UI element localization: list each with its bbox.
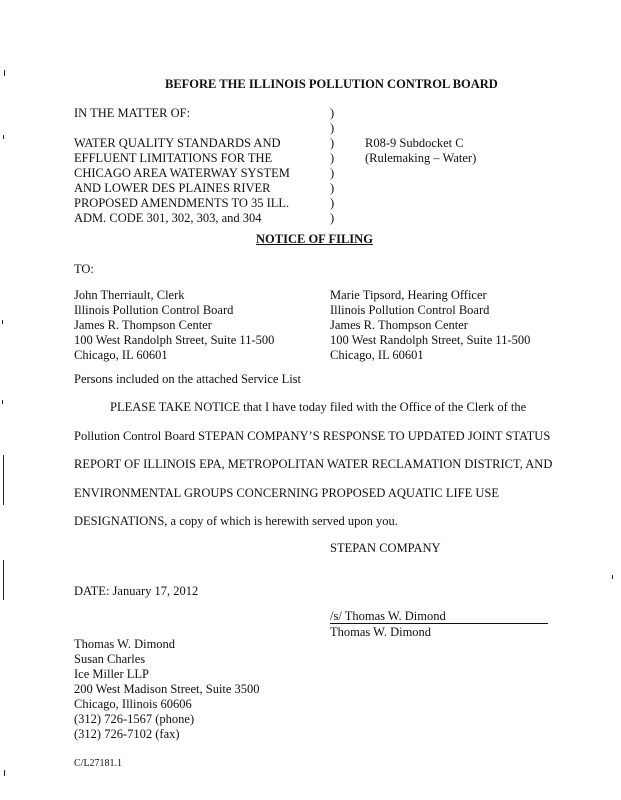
e-signature: /s/ Thomas W. Dimond xyxy=(330,609,446,623)
address-line: James R. Thompson Center xyxy=(74,318,212,332)
caption-line: PROPOSED AMENDMENTS TO 35 ILL. xyxy=(74,196,290,210)
footer-code: C/L27181.1 xyxy=(74,758,123,769)
caption-line: WATER QUALITY STANDARDS AND xyxy=(74,136,281,150)
paren: ) xyxy=(330,196,335,210)
paren: ) xyxy=(330,136,335,150)
contact-line: Chicago, Illinois 60606 xyxy=(74,697,192,711)
scan-mark xyxy=(4,770,5,776)
address-line: 100 West Randolph Street, Suite 11-500 xyxy=(74,333,275,347)
scan-mark xyxy=(2,320,3,324)
date-line: DATE: January 17, 2012 xyxy=(74,584,199,598)
docket-line: R08-9 Subdocket C xyxy=(365,136,464,150)
paren: ) xyxy=(330,166,335,180)
address-line: Chicago, IL 60601 xyxy=(330,348,424,362)
paren: ) xyxy=(330,106,335,120)
address-line: Chicago, IL 60601 xyxy=(74,348,168,362)
address-line: Illinois Pollution Control Board xyxy=(74,303,234,317)
recipient-left xyxy=(74,288,274,363)
body-line: DESIGNATIONS, a copy of which is herewith served upon you. xyxy=(74,514,398,528)
docket-line: (Rulemaking – Water) xyxy=(365,151,477,165)
contact-line: Susan Charles xyxy=(74,652,146,666)
caption-line: CHICAGO AREA WATERWAY SYSTEM xyxy=(74,166,290,180)
signature-line xyxy=(330,609,548,624)
body-line: ENVIRONMENTAL GROUPS CONCERNING PROPOSED AQUATIC LIFE USE xyxy=(74,486,499,500)
company-name: STEPAN COMPANY xyxy=(330,541,441,555)
address-line: Marie Tipsord, Hearing Officer xyxy=(330,288,487,302)
paren: ) xyxy=(330,121,335,135)
body-line: Pollution Control Board STEPAN COMPANY’S RESPONSE TO UPDATED JOINT STATUS xyxy=(74,429,551,443)
notice-title: NOTICE OF FILING xyxy=(256,232,373,246)
caption-line: ADM. CODE 301, 302, 303, and 304 xyxy=(74,211,262,225)
scan-mark xyxy=(4,70,5,76)
address-line: John Therriault, Clerk xyxy=(74,288,185,302)
body-line: REPORT OF ILLINOIS EPA, METROPOLITAN WATER RECLAMATION DISTRICT, AND xyxy=(74,457,553,471)
attorney-contact xyxy=(74,637,260,742)
body-line: PLEASE TAKE NOTICE that I have today filed with the Office of the Clerk of the xyxy=(110,400,527,414)
address-line: James R. Thompson Center xyxy=(330,318,468,332)
contact-line: Ice Miller LLP xyxy=(74,667,149,681)
paren: ) xyxy=(330,151,335,165)
address-line: 100 West Randolph Street, Suite 11-500 xyxy=(330,333,531,347)
scan-mark xyxy=(612,575,613,579)
contact-line: (312) 726-1567 (phone) xyxy=(74,712,195,726)
to-label: TO: xyxy=(74,262,94,276)
scan-mark xyxy=(2,400,3,404)
paren: ) xyxy=(330,181,335,195)
contact-line: 200 West Madison Street, Suite 3500 xyxy=(74,682,260,696)
caption-line xyxy=(74,121,290,136)
caption-line: IN THE MATTER OF: xyxy=(74,106,191,120)
signer-name: Thomas W. Dimond xyxy=(330,625,432,639)
scan-mark xyxy=(3,135,4,139)
caption-matter xyxy=(74,106,290,226)
contact-line: (312) 726-7102 (fax) xyxy=(74,727,180,741)
service-list-note: Persons included on the attached Service List xyxy=(74,372,302,386)
address-line: Illinois Pollution Control Board xyxy=(330,303,490,317)
caption-parens xyxy=(330,106,334,226)
page-heading: BEFORE THE ILLINOIS POLLUTION CONTROL BOARD xyxy=(165,77,498,91)
recipient-right xyxy=(330,288,530,363)
docket-number xyxy=(365,136,476,166)
scan-mark xyxy=(3,455,4,505)
contact-line: Thomas W. Dimond xyxy=(74,637,176,651)
scan-mark xyxy=(3,560,4,600)
caption-line: AND LOWER DES PLAINES RIVER xyxy=(74,181,271,195)
paren: ) xyxy=(330,211,335,225)
caption-line: EFFLUENT LIMITATIONS FOR THE xyxy=(74,151,273,165)
